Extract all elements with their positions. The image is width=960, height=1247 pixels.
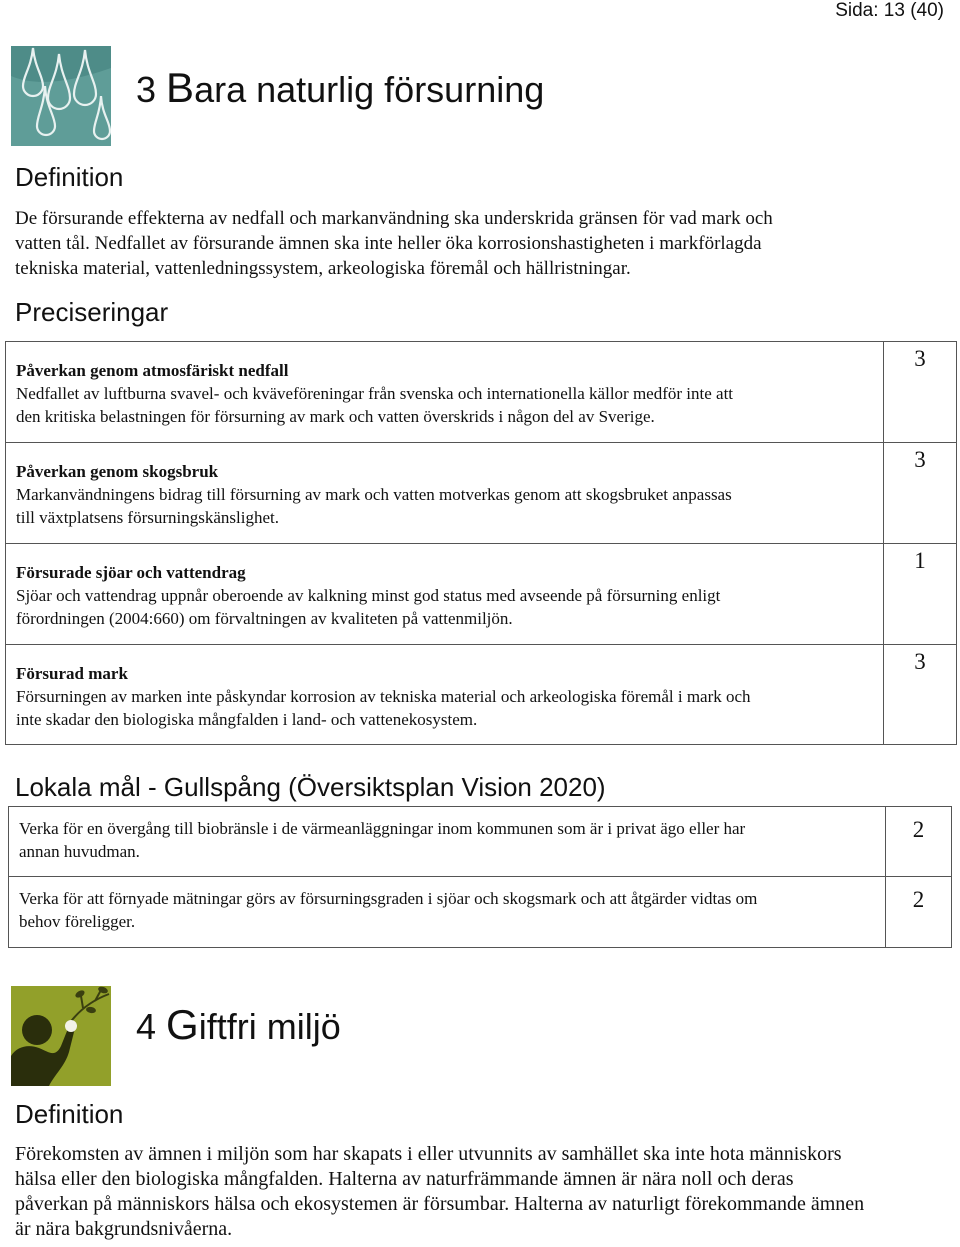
precisering-text: den kritiska belastningen för försurning av mark och vatten överskrids i någon del av Sverige. [16,407,655,426]
precisering-title: Försurad mark [16,664,128,683]
section-4-definition-heading: Definition [15,1099,124,1129]
definition-line: Förekomsten av ämnen i miljön som har skapats i eller utvunnits av samhället ska inte hota människors [15,1143,842,1165]
preciseringar-heading: Preciseringar [15,297,169,327]
preciseringar-table [5,341,957,745]
table-row [6,544,957,645]
precisering-score: 3 [884,342,957,443]
precisering-text: Nedfallet av luftburna svavel- och kväveföreningar från svenska och internationella källor medför inte att [16,384,734,403]
lokala-mal-heading: Lokala mål - Gullspång (Översiktsplan Vision 2020) [15,772,606,802]
lokalt-mal-cell [9,877,886,948]
precisering-text: till växtplatsens försurningskänslighet. [16,508,279,527]
section-4-title-initial: G [166,1001,199,1048]
precisering-score: 3 [884,645,957,745]
lokala-mal-table [8,806,952,948]
table-row [6,645,957,745]
lokalt-mal-text: Verka för en övergång till biobränsle i de värmeanläggningar inom kommunen som är i privat ägo eller har [19,819,746,838]
section-3-definition-heading: Definition [15,162,124,192]
section-3-definition [15,206,773,281]
precisering-text: inte skadar den biologiska mångfalden i land- och vattenekosystem. [16,710,478,729]
lokalt-mal-score: 2 [886,807,952,877]
section-4-title [136,1001,341,1048]
table-row [9,807,952,877]
lokalt-mal-text: annan huvudman. [19,842,140,861]
lokalt-mal-text: Verka för att förnyade mätningar görs av försurningsgraden i sjöar och skogsmark och att åtgärder vidtas om [19,889,758,908]
precisering-score: 3 [884,443,957,544]
table-row [9,877,952,948]
raindrops-icon [11,46,111,146]
precisering-text: Markanvändningens bidrag till försurning av mark och vatten motverkas genom att skogsbruket anpassas [16,485,732,504]
precisering-cell [6,544,884,645]
precisering-cell [6,645,884,745]
table-row [6,443,957,544]
section-4-definition [15,1142,864,1242]
section-3-title-initial: B [166,64,195,111]
precisering-score: 1 [884,544,957,645]
precisering-text: Sjöar och vattendrag uppnår oberoende av kalkning minst god status med avseende på försurning enligt [16,586,721,605]
section-3-number: 3 [136,69,157,110]
lokalt-mal-cell [9,807,886,877]
precisering-text: förordningen (2004:660) om förvaltningen av kvaliteten på vattenmiljön. [16,609,513,628]
definition-line: vatten tål. Nedfallet av försurande ämnen ska inte heller öka korrosionshastigheten i markförlagda [15,233,762,254]
section-4-number: 4 [136,1006,157,1047]
section-3-title [136,64,545,111]
section-4-title-rest: iftfri miljö [198,1006,341,1047]
precisering-title: Påverkan genom atmosfäriskt nedfall [16,361,289,380]
definition-line: påverkan på människors hälsa och ekosystemen är försumbar. Halterna av naturligt förekommande ämnen [15,1193,865,1215]
lokalt-mal-text: behov föreligger. [19,912,136,931]
definition-line: är nära bakgrundsnivåerna. [15,1218,233,1240]
page-number: Sida: 13 (40) [835,0,944,21]
precisering-cell [6,342,884,443]
section-3-title-rest: ara naturlig försurning [194,69,545,110]
precisering-text: Försurningen av marken inte påskyndar korrosion av tekniska material och arkeologiska föremål i mark och [16,687,751,706]
precisering-title: Påverkan genom skogsbruk [16,462,219,481]
person-with-branch-icon [11,986,111,1086]
precisering-cell [6,443,884,544]
definition-line: tekniska material, vattenledningssystem, arkeologiska föremål och hällristningar. [15,258,631,279]
table-row [6,342,957,443]
lokalt-mal-score: 2 [886,877,952,948]
precisering-title: Försurade sjöar och vattendrag [16,563,246,582]
definition-line: hälsa eller den biologiska mångfalden. Halterna av naturfrämmande ämnen är nära noll och deras [15,1168,794,1190]
definition-line: De försurande effekterna av nedfall och markanvändning ska underskrida gränsen för vad mark och [15,208,773,229]
